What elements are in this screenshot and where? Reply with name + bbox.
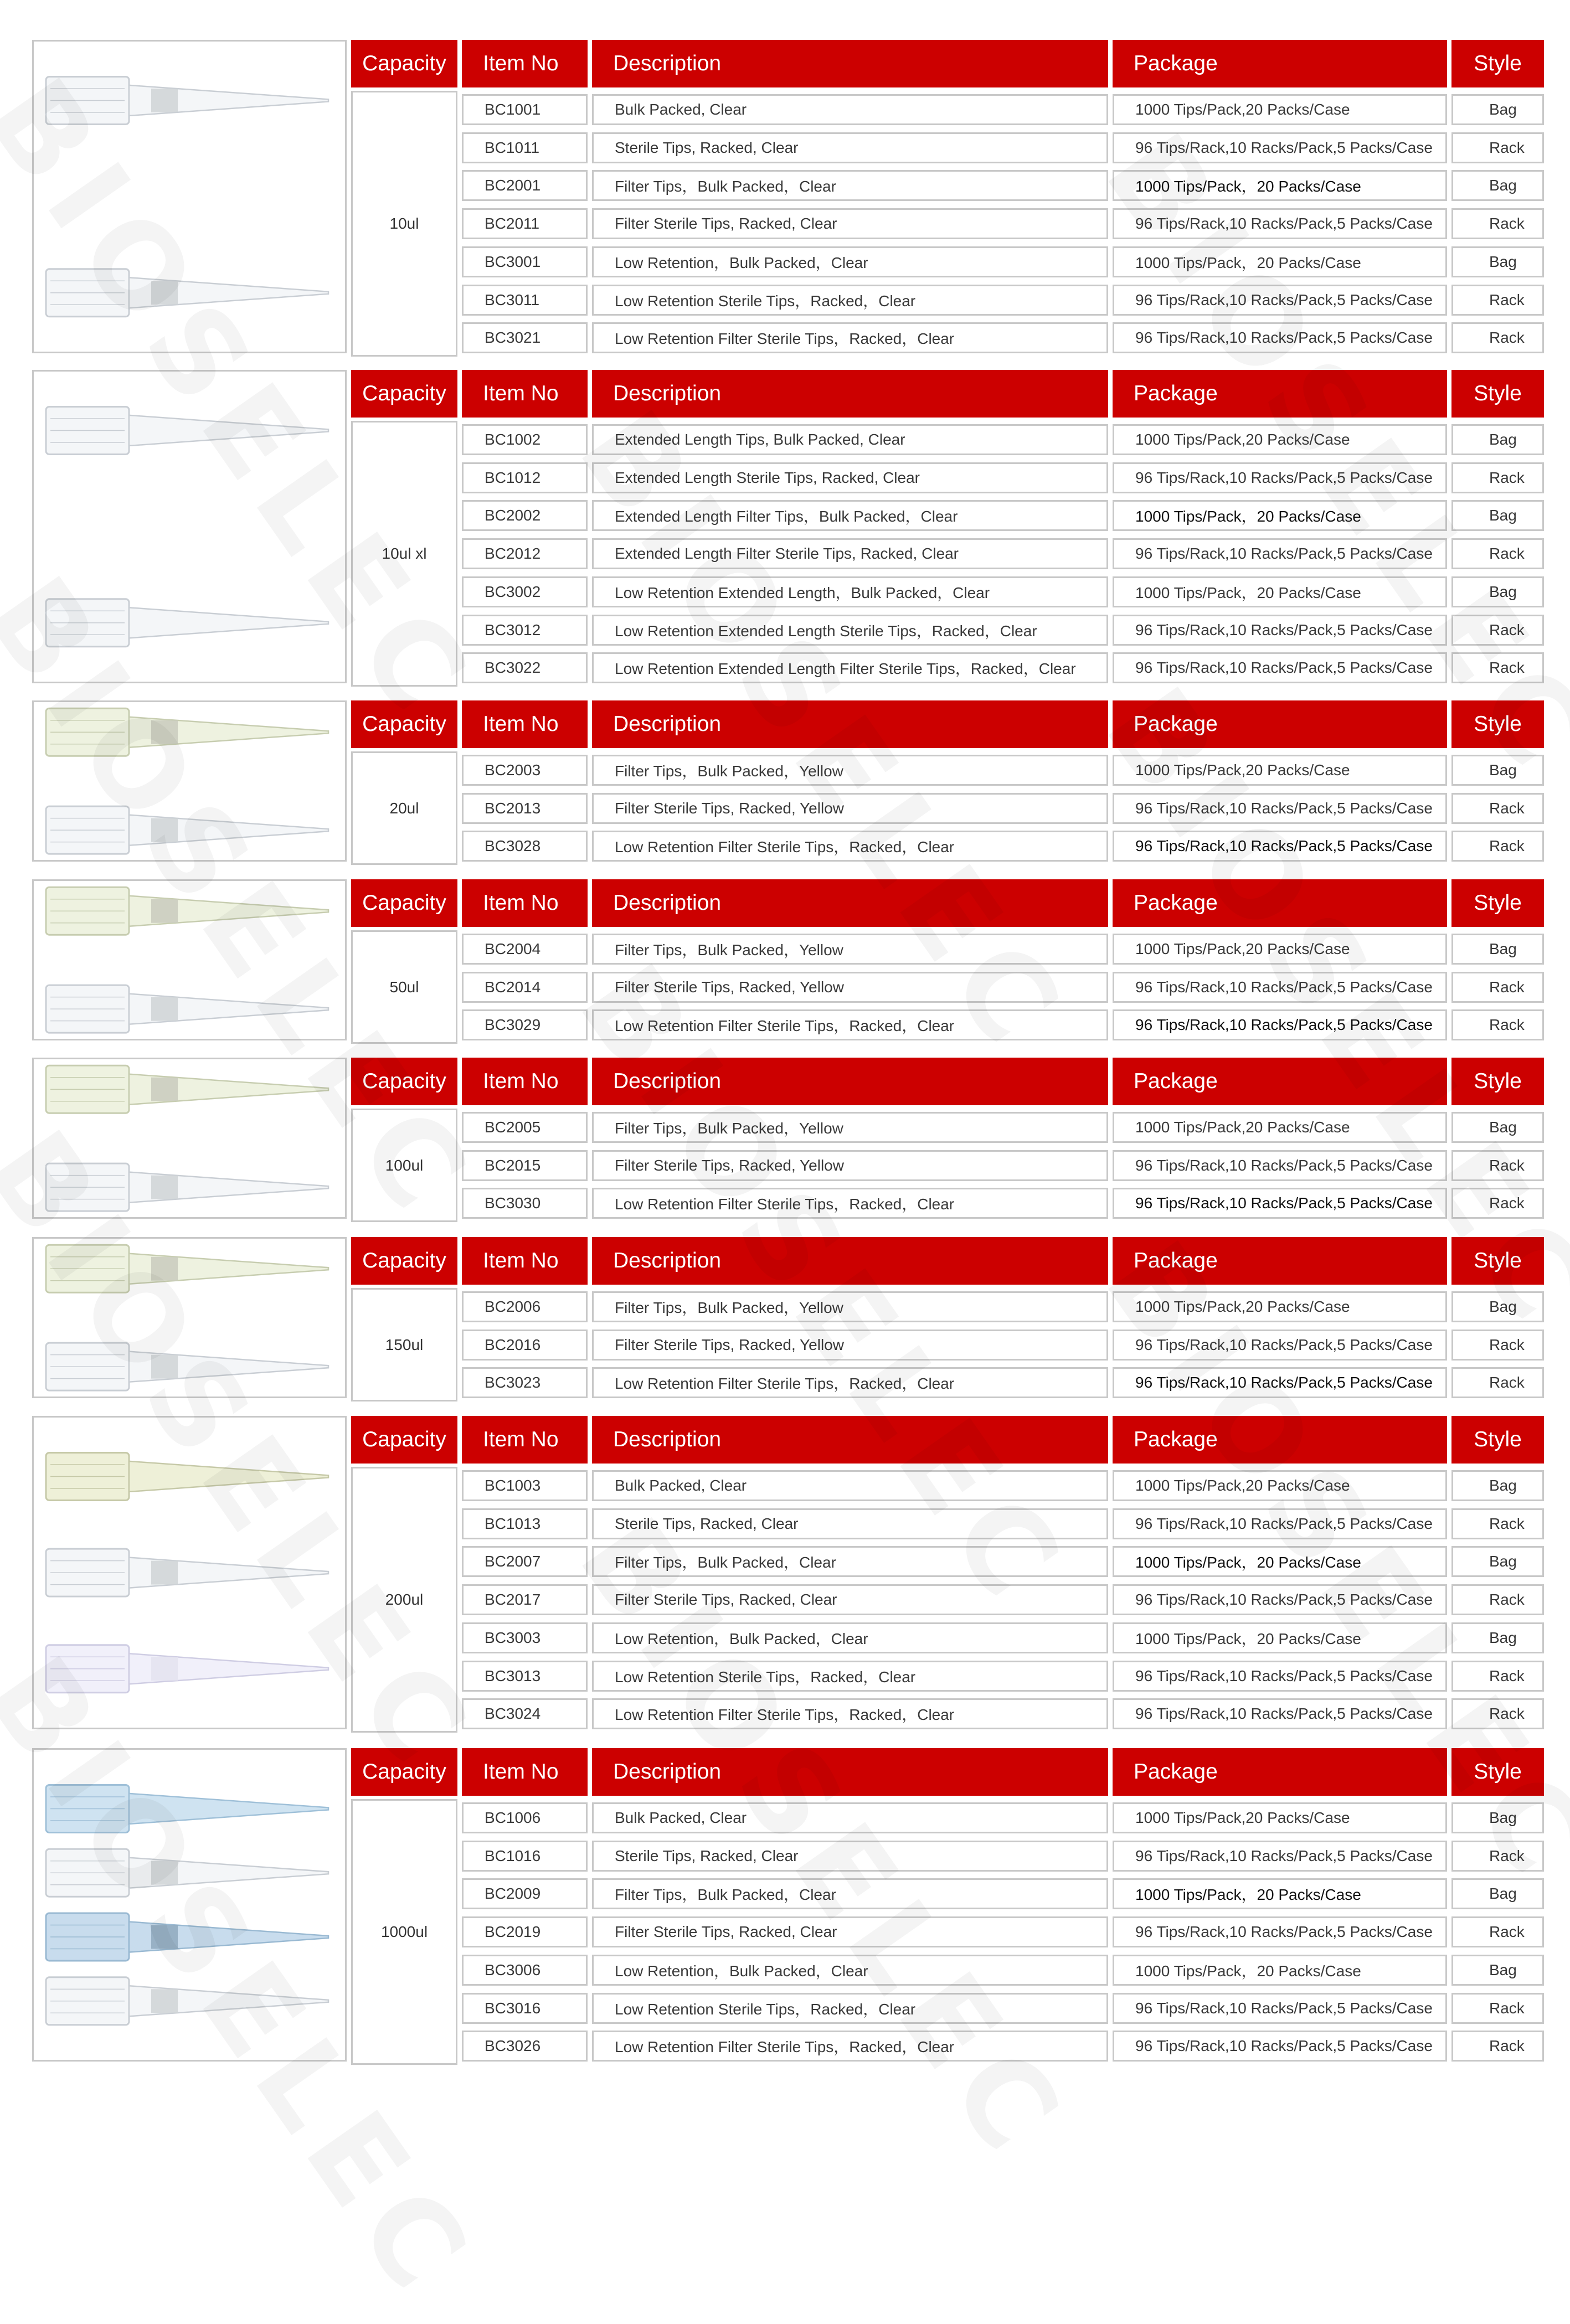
style-cell: Rack [1451,132,1544,163]
product-section [0,1058,1570,1219]
item-no-cell: BC3026 [462,2031,588,2062]
item-no-cell: BC3016 [462,1993,588,2024]
description-header: Description [592,879,1108,927]
item-no-cell: BC2001 [462,170,588,201]
style-cell: Rack [1451,1661,1544,1692]
pipette-tips-illustration [34,1059,345,1217]
description-header: Description [592,1748,1108,1796]
description-header: Description [592,40,1108,87]
style-cell: Rack [1451,1841,1544,1872]
package-cell: 1000 Tips/Pack,20 Packs/Case [1113,1291,1447,1322]
capacity-value: 1000ul [351,1799,457,2065]
pipette-tip-illustration [46,1245,328,1292]
package-header: Package [1113,1748,1447,1796]
style-header: Style [1451,1748,1544,1796]
item-no-cell: BC1001 [462,94,588,125]
package-cell: 96 Tips/Rack,10 Racks/Pack,5 Packs/Case [1113,1508,1447,1539]
item-no-header: Item No [462,1748,588,1796]
package-header: Package [1113,370,1447,418]
description-cell: Extended Length Sterile Tips, Racked, Clear [592,462,1108,493]
style-header: Style [1451,700,1544,748]
package-cell: 1000 Tips/Pack,20 Packs/Case [1113,1112,1447,1143]
package-cell: 96 Tips/Rack,10 Racks/Pack,5 Packs/Case [1113,1367,1447,1398]
style-cell: Rack [1451,1698,1544,1729]
description-cell: Filter Sterile Tips, Racked, Yellow [592,1150,1108,1181]
item-no-cell: BC3024 [462,1698,588,1729]
description-header: Description [592,1237,1108,1285]
description-cell: Filter Sterile Tips, Racked, Yellow [592,972,1108,1003]
product-image [32,1416,347,1729]
package-cell: 1000 Tips/Pack，20 Packs/Case [1113,1878,1447,1909]
description-cell: Filter Sterile Tips, Racked, Clear [592,1584,1108,1615]
pipette-tips-illustration [34,702,345,860]
item-no-cell: BC3029 [462,1009,588,1040]
package-header: Package [1113,40,1447,87]
capacity-value: 10ul [351,91,457,357]
style-cell: Bag [1451,1546,1544,1577]
package-cell: 1000 Tips/Pack,20 Packs/Case [1113,424,1447,455]
description-cell: Sterile Tips, Racked, Clear [592,132,1108,163]
package-cell: 1000 Tips/Pack,20 Packs/Case [1113,1470,1447,1501]
item-no-cell: BC3012 [462,615,588,646]
capacity-header: Capacity [351,370,457,418]
style-cell: Bag [1451,1802,1544,1833]
description-header: Description [592,1058,1108,1105]
style-cell: Rack [1451,615,1544,646]
pipette-tip-illustration [46,599,328,647]
description-cell: Low Retention，Bulk Packed，Clear [592,1955,1108,1986]
style-header: Style [1451,1058,1544,1105]
item-no-cell: BC2014 [462,972,588,1003]
item-no-cell: BC1016 [462,1841,588,1872]
item-no-cell: BC3021 [462,322,588,353]
package-cell: 96 Tips/Rack,10 Racks/Pack,5 Packs/Case [1113,208,1447,239]
pipette-tips-illustration [34,1239,345,1397]
description-cell: Extended Length Filter Tips，Bulk Packed，Clear [592,500,1108,531]
style-cell: Rack [1451,462,1544,493]
item-no-cell: BC2012 [462,538,588,569]
style-cell: Rack [1451,1330,1544,1361]
description-cell: Bulk Packed, Clear [592,1802,1108,1833]
pipette-tip-illustration [46,1913,328,1961]
item-no-cell: BC1012 [462,462,588,493]
package-header: Package [1113,1058,1447,1105]
description-cell: Low Retention Sterile Tips，Racked，Clear [592,285,1108,316]
item-no-cell: BC2004 [462,934,588,965]
style-cell: Rack [1451,285,1544,316]
item-no-cell: BC2009 [462,1878,588,1909]
product-section [0,879,1570,1040]
pipette-tip-illustration [46,806,328,854]
item-no-header: Item No [462,1416,588,1464]
package-cell: 96 Tips/Rack,10 Racks/Pack,5 Packs/Case [1113,615,1447,646]
package-cell: 96 Tips/Rack,10 Racks/Pack,5 Packs/Case [1113,972,1447,1003]
package-cell: 1000 Tips/Pack，20 Packs/Case [1113,500,1447,531]
package-cell: 96 Tips/Rack,10 Racks/Pack,5 Packs/Case [1113,1916,1447,1947]
pipette-tips-illustration [34,42,345,352]
product-image [32,1748,347,2062]
package-cell: 96 Tips/Rack,10 Racks/Pack,5 Packs/Case [1113,1661,1447,1692]
description-cell: Filter Tips，Bulk Packed，Yellow [592,755,1108,786]
style-cell: Bag [1451,500,1544,531]
description-cell: Low Retention Extended Length Filter Sterile Tips，Racked，Clear [592,652,1108,683]
pipette-tips-illustration [34,1418,345,1728]
style-cell: Rack [1451,1009,1544,1040]
style-cell: Rack [1451,793,1544,824]
description-cell: Low Retention Extended Length，Bulk Packed，Clear [592,576,1108,607]
style-cell: Rack [1451,972,1544,1003]
description-header: Description [592,1416,1108,1464]
description-cell: Low Retention Extended Length Sterile Tips，Racked，Clear [592,615,1108,646]
package-header: Package [1113,1237,1447,1285]
style-cell: Bag [1451,1955,1544,1986]
style-header: Style [1451,1416,1544,1464]
package-cell: 96 Tips/Rack,10 Racks/Pack,5 Packs/Case [1113,1150,1447,1181]
style-cell: Bag [1451,1291,1544,1322]
pipette-tip-illustration [46,708,328,756]
item-no-cell: BC3028 [462,831,588,862]
style-header: Style [1451,1237,1544,1285]
description-cell: Low Retention，Bulk Packed，Clear [592,246,1108,277]
description-cell: Low Retention Filter Sterile Tips，Racked，Clear [592,322,1108,353]
package-cell: 1000 Tips/Pack，20 Packs/Case [1113,576,1447,607]
package-cell: 96 Tips/Rack,10 Racks/Pack,5 Packs/Case [1113,1188,1447,1219]
item-no-cell: BC2017 [462,1584,588,1615]
item-no-cell: BC2005 [462,1112,588,1143]
description-cell: Bulk Packed, Clear [592,94,1108,125]
product-image [32,40,347,353]
description-header: Description [592,370,1108,418]
pipette-tip-illustration [46,1549,328,1596]
style-cell: Rack [1451,1993,1544,2024]
description-header: Description [592,700,1108,748]
description-cell: Filter Tips，Bulk Packed，Clear [592,1546,1108,1577]
style-cell: Bag [1451,1112,1544,1143]
item-no-cell: BC3011 [462,285,588,316]
pipette-tip-illustration [46,1343,328,1390]
description-cell: Filter Tips，Bulk Packed，Clear [592,1878,1108,1909]
description-cell: Low Retention Filter Sterile Tips，Racked，Clear [592,1009,1108,1040]
style-cell: Rack [1451,208,1544,239]
pipette-tip-illustration [46,1977,328,2025]
item-no-header: Item No [462,1237,588,1285]
package-cell: 96 Tips/Rack,10 Racks/Pack,5 Packs/Case [1113,1993,1447,2024]
product-section [0,700,1570,862]
package-cell: 1000 Tips/Pack,20 Packs/Case [1113,94,1447,125]
pipette-tip-illustration [46,1785,328,1832]
description-cell: Filter Sterile Tips, Racked, Clear [592,208,1108,239]
capacity-value: 150ul [351,1288,457,1401]
description-cell: Extended Length Filter Sterile Tips, Racked, Clear [592,538,1108,569]
item-no-cell: BC2006 [462,1291,588,1322]
package-cell: 1000 Tips/Pack，20 Packs/Case [1113,1622,1447,1653]
pipette-tip-illustration [46,1065,328,1113]
pipette-tip-illustration [46,269,328,317]
style-cell: Rack [1451,652,1544,683]
description-cell: Filter Tips，Bulk Packed，Clear [592,170,1108,201]
description-cell: Low Retention Sterile Tips，Racked，Clear [592,1993,1108,2024]
package-cell: 96 Tips/Rack,10 Racks/Pack,5 Packs/Case [1113,132,1447,163]
pipette-tip-illustration [46,1849,328,1897]
product-image [32,1237,347,1398]
description-cell: Sterile Tips, Racked, Clear [592,1841,1108,1872]
style-cell: Rack [1451,1188,1544,1219]
pipette-tip-illustration [46,406,328,454]
style-cell: Bag [1451,1622,1544,1653]
pipette-tip-illustration [46,1645,328,1693]
style-cell: Bag [1451,94,1544,125]
capacity-header: Capacity [351,1058,457,1105]
capacity-header: Capacity [351,1237,457,1285]
item-no-cell: BC3030 [462,1188,588,1219]
item-no-header: Item No [462,1058,588,1105]
package-cell: 96 Tips/Rack,10 Racks/Pack,5 Packs/Case [1113,1841,1447,1872]
product-section [0,1416,1570,1729]
item-no-cell: BC1003 [462,1470,588,1501]
item-no-cell: BC2003 [462,755,588,786]
description-cell: Filter Sterile Tips, Racked, Yellow [592,1330,1108,1361]
description-cell: Low Retention Filter Sterile Tips，Racked，Clear [592,831,1108,862]
style-cell: Rack [1451,538,1544,569]
package-cell: 96 Tips/Rack,10 Racks/Pack,5 Packs/Case [1113,538,1447,569]
description-cell: Low Retention Sterile Tips，Racked，Clear [592,1661,1108,1692]
item-no-cell: BC2019 [462,1916,588,1947]
capacity-value: 200ul [351,1467,457,1733]
style-cell: Bag [1451,1470,1544,1501]
package-cell: 96 Tips/Rack,10 Racks/Pack,5 Packs/Case [1113,2031,1447,2062]
style-cell: Rack [1451,2031,1544,2062]
package-cell: 96 Tips/Rack,10 Racks/Pack,5 Packs/Case [1113,1330,1447,1361]
item-no-cell: BC3022 [462,652,588,683]
product-section [0,1748,1570,2062]
package-cell: 1000 Tips/Pack,20 Packs/Case [1113,934,1447,965]
description-cell: Filter Tips，Bulk Packed，Yellow [592,1112,1108,1143]
style-cell: Bag [1451,246,1544,277]
pipette-tip-illustration [46,887,328,935]
package-header: Package [1113,1416,1447,1464]
style-cell: Rack [1451,831,1544,862]
product-image [32,1058,347,1219]
capacity-value: 10ul xl [351,421,457,687]
capacity-value: 100ul [351,1109,457,1222]
item-no-cell: BC3006 [462,1955,588,1986]
package-cell: 1000 Tips/Pack,20 Packs/Case [1113,755,1447,786]
item-no-cell: BC1011 [462,132,588,163]
description-cell: Filter Tips，Bulk Packed，Yellow [592,934,1108,965]
item-no-cell: BC3001 [462,246,588,277]
capacity-header: Capacity [351,879,457,927]
package-cell: 96 Tips/Rack,10 Racks/Pack,5 Packs/Case [1113,1698,1447,1729]
pipette-tips-illustration [34,881,345,1039]
style-header: Style [1451,370,1544,418]
style-cell: Bag [1451,1878,1544,1909]
style-cell: Bag [1451,576,1544,607]
item-no-cell: BC3002 [462,576,588,607]
capacity-value: 20ul [351,751,457,865]
pipette-tip-illustration [46,1163,328,1211]
package-header: Package [1113,700,1447,748]
package-header: Package [1113,879,1447,927]
package-cell: 1000 Tips/Pack，20 Packs/Case [1113,246,1447,277]
item-no-cell: BC1002 [462,424,588,455]
item-no-header: Item No [462,879,588,927]
item-no-cell: BC2013 [462,793,588,824]
pipette-tip-illustration [46,76,328,124]
style-cell: Rack [1451,1150,1544,1181]
description-cell: Filter Sterile Tips, Racked, Yellow [592,793,1108,824]
description-cell: Extended Length Tips, Bulk Packed, Clear [592,424,1108,455]
item-no-cell: BC1006 [462,1802,588,1833]
item-no-cell: BC2011 [462,208,588,239]
item-no-cell: BC2007 [462,1546,588,1577]
item-no-cell: BC3013 [462,1661,588,1692]
package-cell: 1000 Tips/Pack，20 Packs/Case [1113,1546,1447,1577]
item-no-header: Item No [462,700,588,748]
capacity-header: Capacity [351,1748,457,1796]
pipette-tip-illustration [46,985,328,1033]
item-no-cell: BC3003 [462,1622,588,1653]
item-no-cell: BC2015 [462,1150,588,1181]
item-no-header: Item No [462,40,588,87]
package-cell: 1000 Tips/Pack，20 Packs/Case [1113,1955,1447,1986]
style-cell: Bag [1451,755,1544,786]
style-cell: Rack [1451,1916,1544,1947]
product-section [0,40,1570,353]
package-cell: 96 Tips/Rack,10 Racks/Pack,5 Packs/Case [1113,652,1447,683]
item-no-cell: BC3023 [462,1367,588,1398]
package-cell: 96 Tips/Rack,10 Racks/Pack,5 Packs/Case [1113,831,1447,862]
description-cell: Sterile Tips, Racked, Clear [592,1508,1108,1539]
pipette-tip-illustration [46,1452,328,1500]
product-image [32,370,347,683]
capacity-header: Capacity [351,1416,457,1464]
package-cell: 96 Tips/Rack,10 Racks/Pack,5 Packs/Case [1113,462,1447,493]
package-cell: 96 Tips/Rack,10 Racks/Pack,5 Packs/Case [1113,1584,1447,1615]
description-cell: Low Retention Filter Sterile Tips，Racked，Clear [592,2031,1108,2062]
description-cell: Filter Sterile Tips, Racked, Clear [592,1916,1108,1947]
capacity-header: Capacity [351,40,457,87]
style-cell: Rack [1451,1367,1544,1398]
package-cell: 1000 Tips/Pack,20 Packs/Case [1113,1802,1447,1833]
description-cell: Low Retention Filter Sterile Tips，Racked，Clear [592,1367,1108,1398]
package-cell: 1000 Tips/Pack，20 Packs/Case [1113,170,1447,201]
pipette-tips-illustration [34,1750,345,2060]
capacity-value: 50ul [351,930,457,1044]
item-no-cell: BC2016 [462,1330,588,1361]
package-cell: 96 Tips/Rack,10 Racks/Pack,5 Packs/Case [1113,793,1447,824]
capacity-header: Capacity [351,700,457,748]
item-no-header: Item No [462,370,588,418]
style-cell: Bag [1451,934,1544,965]
product-section [0,1237,1570,1398]
description-cell: Low Retention Filter Sterile Tips，Racked，Clear [592,1188,1108,1219]
item-no-cell: BC2002 [462,500,588,531]
style-cell: Bag [1451,424,1544,455]
style-cell: Rack [1451,322,1544,353]
product-image [32,879,347,1040]
description-cell: Low Retention，Bulk Packed，Clear [592,1622,1108,1653]
package-cell: 96 Tips/Rack,10 Racks/Pack,5 Packs/Case [1113,1009,1447,1040]
description-cell: Filter Tips，Bulk Packed，Yellow [592,1291,1108,1322]
description-cell: Bulk Packed, Clear [592,1470,1108,1501]
pipette-tips-illustration [34,372,345,682]
style-cell: Rack [1451,1508,1544,1539]
style-header: Style [1451,879,1544,927]
style-cell: Rack [1451,1584,1544,1615]
style-cell: Bag [1451,170,1544,201]
package-cell: 96 Tips/Rack,10 Racks/Pack,5 Packs/Case [1113,322,1447,353]
package-cell: 96 Tips/Rack,10 Racks/Pack,5 Packs/Case [1113,285,1447,316]
item-no-cell: BC1013 [462,1508,588,1539]
style-header: Style [1451,40,1544,87]
product-image [32,700,347,862]
product-section [0,370,1570,683]
description-cell: Low Retention Filter Sterile Tips，Racked，Clear [592,1698,1108,1729]
